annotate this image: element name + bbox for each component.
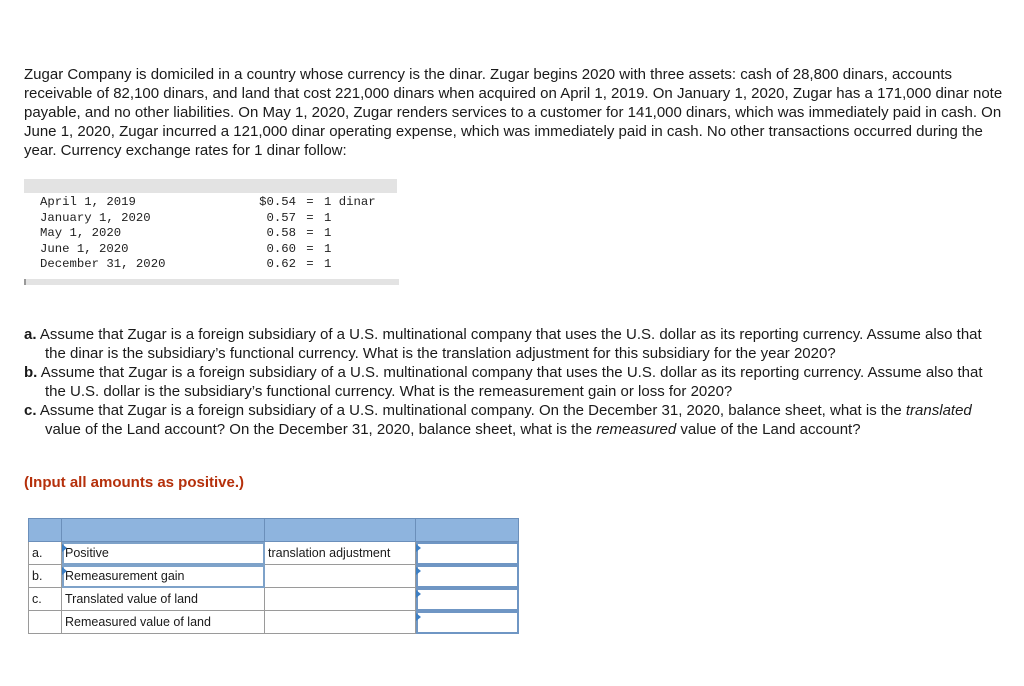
rate-unit: 1 dinar (324, 195, 376, 209)
question-c-emphasis-remeasured: remeasured (596, 421, 677, 438)
question-a (24, 325, 1004, 363)
rate-unit: 1 (324, 226, 332, 240)
rate-row (40, 242, 384, 258)
row-description: Remeasured value of land (62, 611, 265, 634)
rate-unit: 1 (324, 210, 332, 225)
part-label: c. (29, 588, 62, 611)
gain-loss-dropdown[interactable] (62, 542, 265, 565)
input-indicator-icon (416, 544, 421, 552)
answer-table-header (29, 519, 519, 542)
question-c (24, 401, 1004, 439)
question-c-label: c. (24, 402, 37, 419)
question-b-label: b. (24, 364, 38, 381)
answer-table (28, 518, 519, 634)
input-indicator-icon (416, 590, 421, 598)
rates-bottom-bar (24, 279, 399, 285)
rate-equals: = (306, 210, 314, 225)
row-label (265, 611, 416, 634)
answer-row-c1 (29, 588, 519, 611)
answer-row-a (29, 542, 519, 565)
rate-unit: 1 (324, 257, 332, 271)
exchange-rates-table (40, 195, 384, 273)
instruction-note: (Input all amounts as positive.) (24, 474, 245, 491)
rate-row (40, 211, 384, 227)
dropdown-indicator-icon (62, 567, 67, 575)
header-cell (62, 519, 265, 542)
rate-date: June 1, 2020 (40, 241, 129, 256)
header-cell (265, 519, 416, 542)
dropdown-value: Remeasurement gain (65, 569, 185, 583)
question-a-text: Assume that Zugar is a foreign subsidiary of a U.S. multinational company that uses the U.S. dollar as its reporting currency. Assume also that the dinar is the subsidiary’s functional currency. What is the translation adjustment for this subsidiary for the year 2020? (39, 326, 982, 362)
question-b-text: Assume that Zugar is a foreign subsidiary of a U.S. multinational company that uses the U.S. dollar as its reporting currency. Assume also that the U.S. dollar is the subsidiary’s functional currency. What is the remeasurement gain or loss for 2020? (40, 364, 983, 400)
rates-top-bar (24, 179, 397, 193)
rate-row (40, 195, 384, 211)
question-a-label: a. (24, 326, 37, 343)
question-c-text-2: value of the Land account? On the December 31, 2020, balance sheet, what is the (45, 421, 593, 438)
dropdown-value: Positive (65, 546, 109, 560)
rate-equals: = (306, 195, 314, 209)
rate-value: 0.60 (266, 241, 296, 256)
questions (24, 325, 1004, 439)
amount-input-translated-land[interactable] (416, 588, 519, 611)
rate-date: April 1, 2019 (40, 195, 136, 209)
rate-date: January 1, 2020 (40, 210, 151, 225)
header-cell (29, 519, 62, 542)
rate-value: $0.54 (259, 195, 296, 209)
rate-row (40, 226, 384, 242)
row-description: Translated value of land (62, 588, 265, 611)
amount-input-remeasured-land[interactable] (416, 611, 519, 634)
question-c-text-1: Assume that Zugar is a foreign subsidiary of a U.S. multinational company. On the December 31, 2020, balance sheet, what is the (39, 402, 902, 419)
row-label: translation adjustment (265, 542, 416, 565)
rate-unit: 1 (324, 241, 332, 256)
rate-equals: = (306, 226, 314, 240)
answer-row-c2 (29, 611, 519, 634)
remeasurement-dropdown[interactable] (62, 565, 265, 588)
part-label: a. (29, 542, 62, 565)
header-cell (416, 519, 519, 542)
rate-date: May 1, 2020 (40, 226, 122, 240)
dropdown-indicator-icon (62, 544, 67, 552)
rate-value: 0.57 (266, 210, 296, 225)
amount-input-b[interactable] (416, 565, 519, 588)
rate-value: 0.58 (266, 226, 296, 240)
question-b (24, 363, 1004, 401)
exchange-rates-panel (24, 179, 397, 286)
question-c-text-3: value of the Land account? (680, 421, 861, 438)
question-c-emphasis-translated: translated (905, 402, 972, 419)
rate-date: December 31, 2020 (40, 257, 166, 271)
rate-value: 0.62 (266, 257, 296, 271)
input-indicator-icon (416, 567, 421, 575)
rate-equals: = (306, 257, 314, 271)
part-label: b. (29, 565, 62, 588)
rate-equals: = (306, 241, 314, 256)
row-label (265, 565, 416, 588)
input-indicator-icon (416, 613, 421, 621)
answer-row-b (29, 565, 519, 588)
row-label (265, 588, 416, 611)
part-label (29, 611, 62, 634)
amount-input-a[interactable] (416, 542, 519, 565)
rate-row (40, 257, 384, 273)
problem-intro: Zugar Company is domiciled in a country whose currency is the dinar. Zugar begins 2020 with three assets: cash of 28,800 dinars, accounts receivable of 82,100 dinars, and land that cost 221,000 dinars when acquired on April 1, 2019. On January 1, 2020, Zugar has a 171,000 dinar note payable, and no other liabilities. On May 1, 2020, Zugar renders services to a customer for 141,000 dinars, which was immediately paid in cash. On June 1, 2020, Zugar incurred a 121,000 dinar operating expense, which was immediately paid in cash. No other transactions occurred during the year. Currency exchange rates for 1 dinar follow: (24, 66, 1003, 159)
